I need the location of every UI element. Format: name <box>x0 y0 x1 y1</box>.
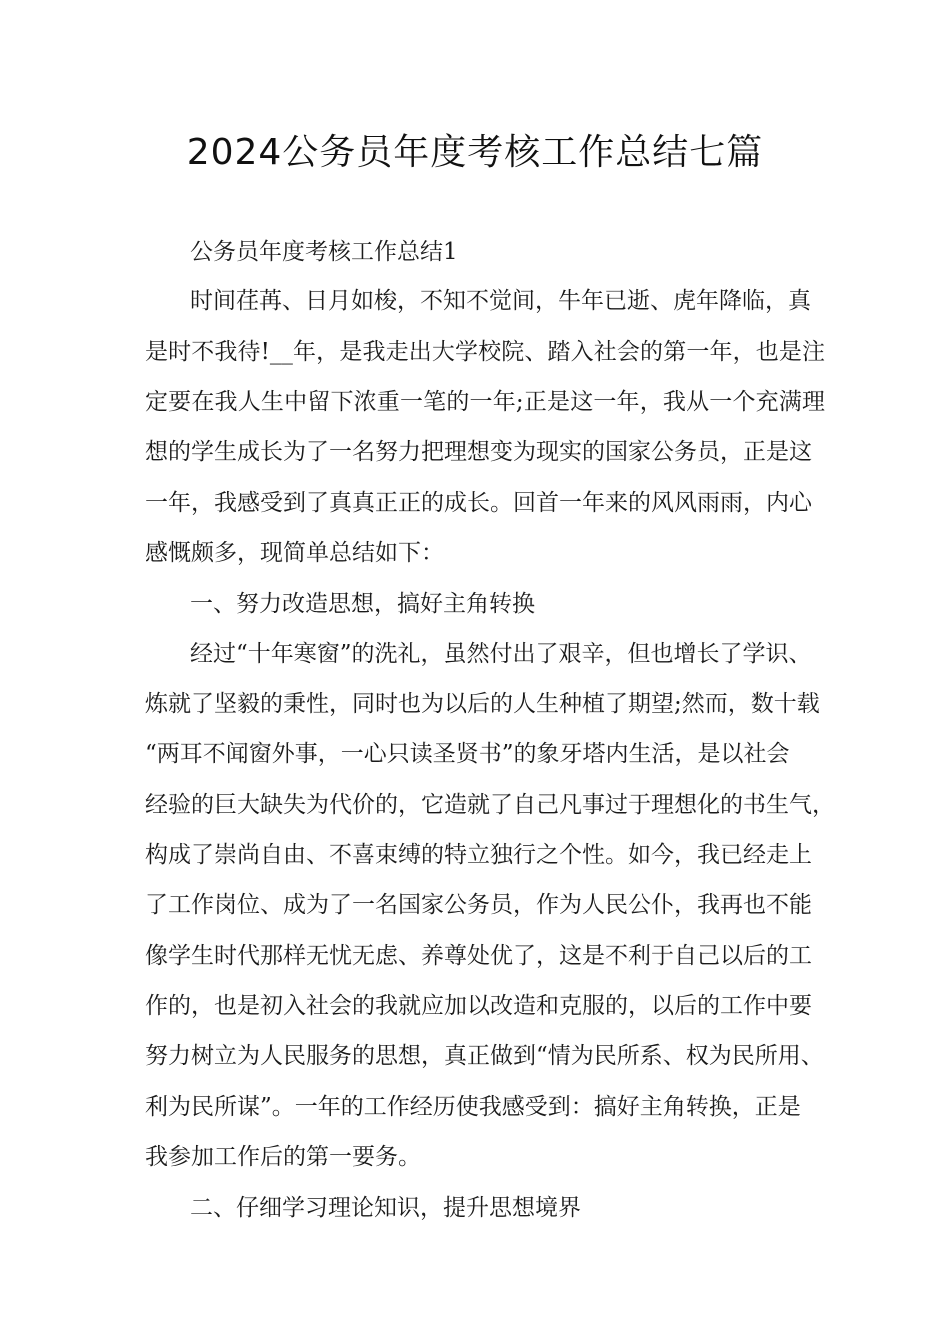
paragraph-line: 经过“十年寒窗”的洗礼，虽然付出了艰辛，但也增长了学识、 <box>190 641 812 667</box>
paragraph-line: 我参加工作后的第一要务。 <box>145 1144 421 1170</box>
paragraph-line: 一年，我感受到了真真正正的成长。回首一年来的风风雨雨，内心 <box>145 490 812 516</box>
paragraph-line: 炼就了坚毅的秉性，同时也为以后的人生种植了期望;然而，数十载 <box>145 691 820 717</box>
section-heading: 公务员年度考核工作总结1 <box>190 239 458 265</box>
paragraph-line: 构成了崇尚自由、不喜束缚的特立独行之个性。如今，我已经走上 <box>145 842 812 868</box>
paragraph-line: 想的学生成长为了一名努力把理想变为现实的国家公务员，正是这 <box>145 439 812 465</box>
section-subheading: 一、努力改造思想，搞好主角转换 <box>190 591 535 617</box>
paragraph-line: 感慨颇多，现简单总结如下： <box>145 540 444 566</box>
paragraph-line: 利为民所谋”。一年的工作经历使我感受到：搞好主角转换，正是 <box>145 1094 801 1120</box>
paragraph-line: 是时不我待!__年，是我走出大学校院、踏入社会的第一年，也是注 <box>145 339 825 365</box>
section-subheading: 二、仔细学习理论知识，提升思想境界 <box>190 1195 581 1221</box>
paragraph-line: 像学生时代那样无忧无虑、养尊处优了，这是不利于自己以后的工 <box>145 943 812 969</box>
paragraph-line: 努力树立为人民服务的思想，真正做到“情为民所系、权为民所用、 <box>145 1043 824 1069</box>
paragraph-line: 经验的巨大缺失为代价的，它造就了自己凡事过于理想化的书生气， <box>145 792 835 818</box>
paragraph-line: 作的，也是初入社会的我就应加以改造和克服的，以后的工作中要 <box>145 993 812 1019</box>
paragraph-line: “两耳不闻窗外事，一心只读圣贤书”的象牙塔内生活，是以社会 <box>145 741 790 767</box>
paragraph-line: 时间荏苒、日月如梭，不知不觉间，牛年已逝、虎年降临，真 <box>190 288 811 314</box>
document-title: 2024公务员年度考核工作总结七篇 <box>186 132 764 173</box>
paragraph-line: 了工作岗位、成为了一名国家公务员，作为人民公仆，我再也不能 <box>145 892 812 918</box>
paragraph-line: 定要在我人生中留下浓重一笔的一年;正是这一年，我从一个充满理 <box>145 389 825 415</box>
